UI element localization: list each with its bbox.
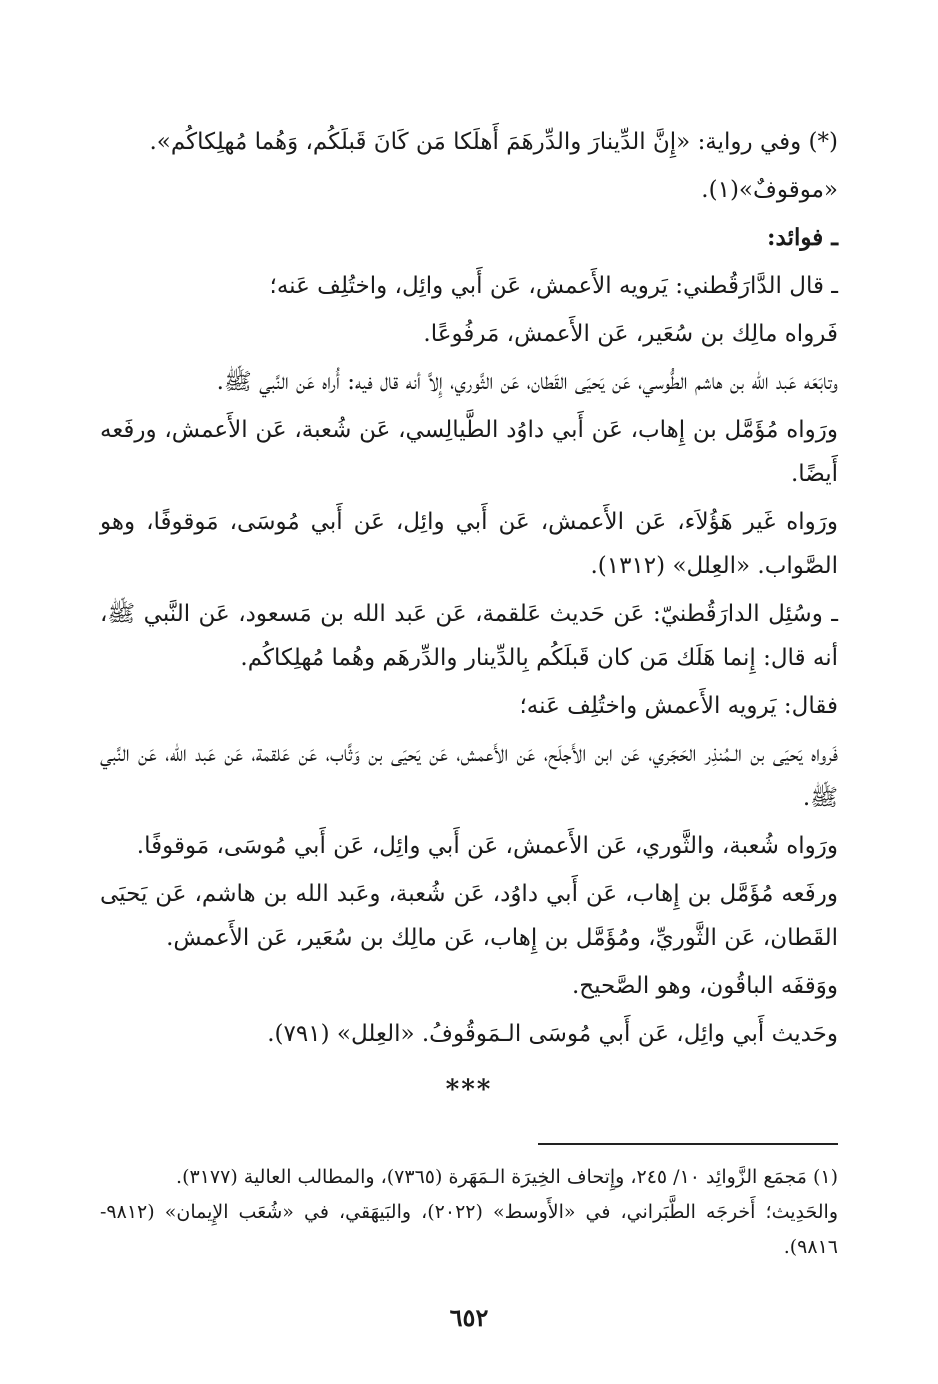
main-text <box>100 120 838 1110</box>
footnote-divider <box>538 1143 838 1145</box>
paragraph-abdullah-ibn-hashim: وتابَعَه عَبد الله بن هاشم الطُّوسي، عَن يَحيَى القَطان، عَن الثَّوري، إِلاَّ أنه قال فيه: أُراه عَن النَّبي ﷺ. <box>216 369 838 395</box>
footnote-1-continuation: والحَدِيث؛ أَخرجَه الطَّبَراني، في «الأَوسط» (٢٠٢٢)، والبَيهَقي، في «شُعَب الإِيمان» (٩٨١٢- ٩٨١٦). <box>100 1201 838 1258</box>
paragraph-daraqutni-1: ـ قال الدَّارَقُطني: يَرويه الأَعمش، عَن أَبي وائِل، واختُلِف عَنه؛ <box>269 273 838 299</box>
paragraph-variant-narration: (*) وفي رواية: «إِنَّ الدِّينارَ والدِّرهَمَ أَهلَكا مَن كَانَ قَبلَكُم، وَهُما مُهلِكاكُم». <box>149 129 838 155</box>
paragraph-shuba-thawri: ورَواه شُعبة، والثَّوري، عَن الأَعمش، عَن أَبي وائِل، عَن أَبي مُوسَى، مَوقوفًا. <box>136 833 838 859</box>
paragraph-mawquf: «موقوفٌ»(١). <box>701 177 838 203</box>
footnotes <box>100 1160 838 1265</box>
paragraph-malik-ibn-suayr: فَرواه مالِك بن سُعَير، عَن الأَعمش، مَرفُوعًا. <box>423 321 838 347</box>
paragraph-others-mawquf: ورَواه غَير هَؤُلاَء، عَن الأَعمش، عَن أَبي وائِل، عَن أَبي مُوسَى، مَوقوفًا، وهو الصَّواب. «العِلل» (١٣١٢). <box>100 509 838 579</box>
footnote-1: (١) مَجمَع الزَّوائِد ١٠/ ٢٤٥، وإِتحاف الخِيرَة الـمَهَرة (٧٣٦٥)، والمطالب العالية (٣١٧٧). <box>176 1166 838 1188</box>
page-number: ٦٥٢ <box>449 1303 489 1332</box>
paragraph-raf: ورفَعه مُؤَمَّل بن إِهاب، عَن أَبي داوُد، عَن شُعبة، وعَبد الله بن هاشم، عَن يَحيَى القَطان، عَن الثَّوريِّ، ومُؤَمَّل بن إِهاب، عَن مالِك بن سُعَير، عَن الأَعمش. <box>100 881 838 951</box>
section-heading-fawaid: ـ فوائد: <box>767 224 838 251</box>
paragraph-abu-wail-hadith: وحَديث أَبي وائِل، عَن أَبي مُوسَى الـمَوقُوفُ. «العِلل» (٧٩١). <box>267 1021 838 1047</box>
paragraph-yahya-ibn-al-mundhir: فَرواه يَحيَى بن الـمُنذِر الحَجَري، عَن ابن الأَجلَح، عَن الأَعمش، عَن يَحيَى بن وَثَّاب، عَن عَلقمة، عَن عَبد الله، عَن النَّبي ﷺ. <box>100 741 838 811</box>
paragraph-waqf: ووَقفَه الباقُون، وهو الصَّحيح. <box>571 973 838 999</box>
paragraph-daraqutni-question: ـ وسُئِل الدارَقُطنيّ: عَن حَديث عَلقمة، عَن عَبد الله بن مَسعود، عَن النَّبي ﷺ، أنه قال: إِنما هَلَك مَن كان قَبلَكُم بِالدِّينار والدِّرهَم وهُما مُهلِكاكُم. <box>100 601 838 671</box>
section-separator: *** <box>445 1075 493 1105</box>
paragraph-muammal-ibn-ihab: ورَواه مُؤَمَّل بن إِهاب، عَن أَبي داوُد الطَّيالِسي، عَن شُعبة، عَن الأَعمش، ورفَعه أَيضًا. <box>100 417 838 487</box>
paragraph-answer: فقال: يَرويه الأَعمش واختُلِف عَنه؛ <box>519 693 838 719</box>
